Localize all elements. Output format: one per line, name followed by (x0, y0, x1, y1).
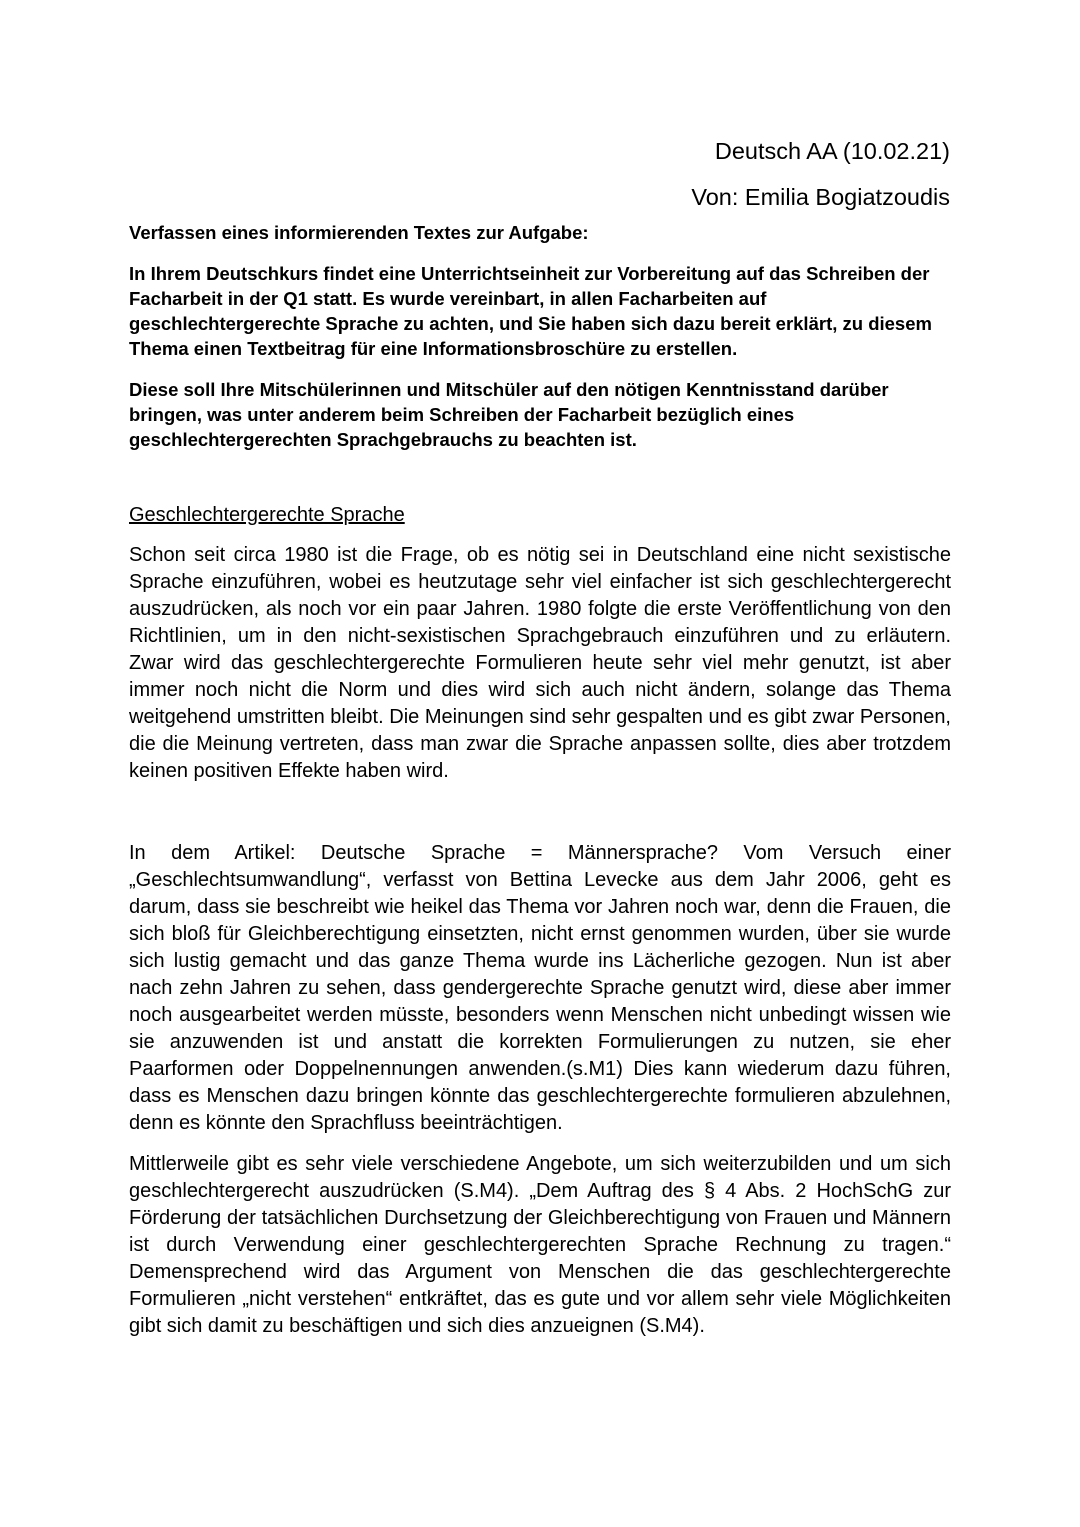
document-header (691, 128, 950, 220)
header-subject-date: Deutsch AA (10.02.21) (714, 138, 950, 164)
essay-title: Geschlechtergerechte Sprache (129, 504, 405, 526)
essay-paragraph: In dem Artikel: Deutsche Sprache = Männersprache? Vom Versuch einer „Geschlechtsumwandlung“, verfasst von Bettina Levecke aus dem Jahr 2006, geht es darum, dass sie beschreibt wie heikel das Thema vor Jahren noch war, denn die Frauen, die sich bloß für Gleichberechtigung einsetzten, nicht ernst genommen wurden, über sie wurde sich lustig gemacht und das ganze Thema wurde ins Lächerliche gezogen. Nun ist aber nach zehn Jahren zu sehen, dass gendergerechte Sprache genutzt wird, diese aber immer noch ausgearbeitet werden müsste, besonders wenn Menschen nicht unbedingt wissen wie sie anzuwenden ist und anstatt die korrekten Formulierungen zu nutzen, sie eher Paarformen oder Doppelnennungen anwenden.(s.M1) Dies kann wiederum dazu führen, dass es Menschen dazu bringen könnte das geschlechtergerechte formulieren abzulehnen, denn es könnte den Sprachfluss beeinträchtigen. (129, 842, 951, 1134)
essay-body (129, 502, 951, 1340)
assignment-block (129, 220, 954, 468)
assignment-paragraph: In Ihrem Deutschkurs findet eine Unterrichtseinheit zur Vorbereitung auf das Schreiben der Facharbeit in der Q1 statt. Es wurde vereinbart, in allen Facharbeiten auf geschlechtergerechte Sprache zu achten, und Sie haben sich dazu bereit erklärt, zu diesem Thema einen Textbeitrag für eine Informationsbroschüre zu erstellen. (129, 263, 932, 359)
header-author: Von: Emilia Bogiatzoudis (691, 184, 950, 210)
assignment-heading: Verfassen eines informierenden Textes zur Aufgabe: (129, 222, 589, 243)
essay-paragraph: Mittlerweile gibt es sehr viele verschiedene Angebote, um sich weiterzubilden und um sich geschlechtergerecht auszudrücken (S.M4). „Dem Auftrag des § 4 Abs. 2 HochSchG zur Förderung der tatsächlichen Durchsetzung der Gleichberechtigung von Frauen und Männern ist durch Verwendung einer geschlechtergerechten Sprache Rechnung zu tragen.“ Demensprechend wird das Argument von Menschen die das geschlechtergerechte Formulieren „nicht verstehen“ entkräftet, das es gute und vor allem sehr viele Möglichkeiten gibt sich damit zu beschäftigen und sich dies anzueignen (S.M4). (129, 1153, 951, 1337)
assignment-paragraph: Diese soll Ihre Mitschülerinnen und Mitschüler auf den nötigen Kenntnisstand darüber bringen, was unter anderem beim Schreiben der Facharbeit bezüglich eines geschlechtergerechten Sprachgebrauchs zu beachten ist. (129, 379, 889, 450)
essay-paragraph: Schon seit circa 1980 ist die Frage, ob es nötig sei in Deutschland eine nicht sexistische Sprache einzuführen, wobei es heutzutage sehr viel einfacher ist sich geschlechtergerecht auszudrücken, als noch vor ein paar Jahren. 1980 folgte die erste Veröffentlichung von den Richtlinien, um in den nicht-sexistischen Sprachgebrauch einzuführen und zu erläutern. Zwar wird das geschlechtergerechte Formulieren heute sehr viel mehr genutzt, ist aber immer noch nicht die Norm und dies wird sich auch nicht ändern, solange das Thema weitgehend umstritten bleibt. Die Meinungen sind sehr gespalten und es gibt zwar Personen, die die Meinung vertreten, dass man zwar die Sprache anpassen sollte, dies aber trotzdem keinen positiven Effekte haben wird. (129, 544, 951, 782)
